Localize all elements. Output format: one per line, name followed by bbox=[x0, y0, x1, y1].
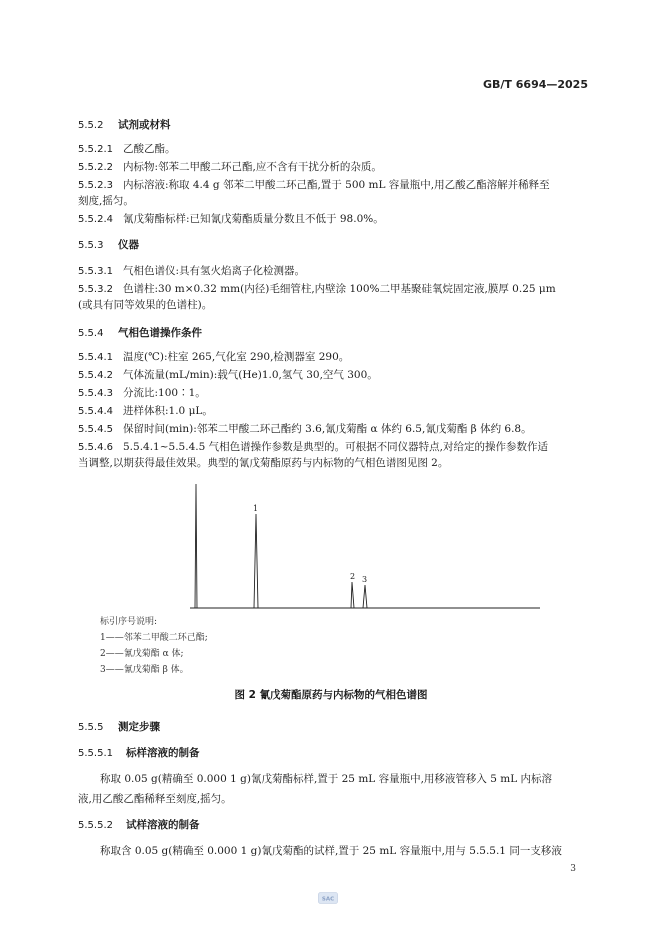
section-number: 5.5.5 bbox=[78, 722, 104, 733]
legend-item-1: 1——邻苯二甲酸二环己酯; bbox=[100, 633, 208, 643]
paragraph-5-5-5-2-line-1: 称取含 0.05 g(精确至 0.000 1 g)氰戊菊酯的试样,置于 25 mL 容量瓶中,用与 5.5.5.1 同一支移液 bbox=[100, 845, 562, 857]
legend-item-3: 3——氰戊菊酯 β 体。 bbox=[100, 665, 189, 675]
standard-code: GB/T 6694—2025 bbox=[483, 78, 588, 91]
clause-text: 氰戊菊酯标样:已知氰戊菊酯质量分数且不低于 98.0%。 bbox=[123, 213, 384, 225]
paragraph-5-5-5-1-line-1: 称取 0.05 g(精确至 0.000 1 g)氰戊菊酯标样,置于 25 mL 容量瓶中,用移液管移入 5 mL 内标溶 bbox=[100, 773, 553, 785]
solvent-peak bbox=[190, 484, 202, 608]
clause-text: 温度(℃):柱室 265,气化室 290,检测器室 290。 bbox=[123, 351, 350, 363]
clause-number: 5.5.4.5 bbox=[78, 424, 113, 435]
clause-5-5-4-3 bbox=[78, 386, 206, 401]
peak-3 bbox=[359, 585, 371, 608]
clause-5-5-2-1 bbox=[78, 142, 176, 157]
heading-5-5-3 bbox=[78, 238, 139, 253]
clause-text: 内标物:邻苯二甲酸二环己酯,应不含有干扰分析的杂质。 bbox=[123, 161, 382, 173]
heading-5-5-2 bbox=[78, 118, 171, 133]
paragraph-5-5-5-1-line-2: 液,用乙酸乙酯稀释至刻度,摇匀。 bbox=[78, 793, 232, 805]
legend-item-2: 2——氰戊菊酯 α 体; bbox=[100, 649, 184, 659]
clause-text: 保留时间(min):邻苯二甲酸二环己酯约 3.6,氰戊菊酯 α 体约 6.5,氰戊菊酯 β 体约 6.8。 bbox=[123, 423, 532, 435]
clause-text: 内标溶液:称取 4.4 g 邻苯二甲酸二环己酯,置于 500 mL 容量瓶中,用乙酸乙酯溶解并稀释至 bbox=[123, 179, 550, 191]
section-number: 5.5.5.2 bbox=[78, 820, 113, 831]
peak-label-1: 1 bbox=[253, 504, 259, 513]
section-title: 试剂或材料 bbox=[118, 119, 171, 131]
figure-caption: 图 2 氰戊菊酯原药与内标物的气相色谱图 bbox=[234, 689, 428, 701]
clause-number: 5.5.4.1 bbox=[78, 352, 113, 363]
clause-text: 气相色谱仪:具有氢火焰离子化检测器。 bbox=[123, 265, 306, 277]
clause-number: 5.5.4.4 bbox=[78, 406, 113, 417]
clause-text: 分流比:100∶1。 bbox=[123, 387, 206, 399]
logo-text: SAC bbox=[321, 896, 335, 903]
clause-number: 5.5.2.4 bbox=[78, 214, 113, 225]
section-title: 标样溶液的制备 bbox=[126, 747, 200, 759]
clause-number: 5.5.4.6 bbox=[78, 442, 113, 453]
clause-text: 气体流量(mL/min):载气(He)1.0,氢气 30,空气 300。 bbox=[123, 369, 378, 381]
clause-5-5-4-4 bbox=[78, 404, 213, 419]
clause-5-5-2-2 bbox=[78, 160, 382, 175]
clause-number: 5.5.2.1 bbox=[78, 144, 113, 155]
clause-text: 色谱柱:30 m×0.32 mm(内径)毛细管柱,内壁涂 100%二甲基聚硅氧烷固定液,膜厚 0.25 μm bbox=[123, 283, 556, 295]
clause-5-5-2-3 bbox=[78, 178, 550, 193]
section-title: 试样溶液的制备 bbox=[126, 819, 200, 831]
heading-5-5-5-2 bbox=[78, 818, 200, 833]
section-number: 5.5.5.1 bbox=[78, 748, 113, 759]
clause-text: 5.5.4.1~5.5.4.5 气相色谱操作参数是典型的。可根据不同仪器特点,对给定的操作参数作适 bbox=[123, 441, 548, 453]
clause-5-5-3-2 bbox=[78, 282, 556, 297]
clause-number: 5.5.3.2 bbox=[78, 284, 113, 295]
clause-number: 5.5.4.3 bbox=[78, 388, 113, 399]
clause-5-5-3-1 bbox=[78, 264, 305, 279]
heading-5-5-4 bbox=[78, 326, 202, 341]
clause-5-5-2-3-continued: 刻度,摇匀。 bbox=[78, 195, 134, 207]
clause-text: 乙酸乙酯。 bbox=[123, 143, 176, 155]
section-title: 仪器 bbox=[118, 239, 139, 251]
peak-1 bbox=[250, 514, 262, 608]
clause-5-5-4-1 bbox=[78, 350, 349, 365]
clause-text: 进样体积:1.0 μL。 bbox=[123, 405, 213, 417]
heading-5-5-5 bbox=[78, 720, 160, 735]
clause-number: 5.5.2.2 bbox=[78, 162, 113, 173]
peak-label-2: 2 bbox=[350, 572, 356, 581]
section-number: 5.5.2 bbox=[78, 120, 104, 131]
clause-5-5-4-5 bbox=[78, 422, 532, 437]
legend-title: 标引序号说明: bbox=[100, 617, 158, 627]
heading-5-5-5-1 bbox=[78, 746, 200, 761]
chromatogram bbox=[190, 484, 560, 612]
page-number: 3 bbox=[570, 864, 576, 874]
peak-2 bbox=[348, 582, 359, 608]
peak-label-3: 3 bbox=[362, 575, 368, 584]
clause-5-5-3-2-continued: (或具有同等效果的色谱柱)。 bbox=[78, 299, 213, 311]
clause-5-5-4-6-continued: 当调整,以期获得最佳效果。典型的氰戊菊酯原药与内标物的气相色谱图见图 2。 bbox=[78, 457, 449, 469]
sac-logo-icon bbox=[318, 892, 338, 904]
clause-number: 5.5.2.3 bbox=[78, 180, 113, 191]
section-title: 气相色谱操作条件 bbox=[118, 327, 202, 339]
clause-5-5-4-2 bbox=[78, 368, 378, 383]
clause-5-5-4-6 bbox=[78, 440, 548, 455]
section-title: 测定步骤 bbox=[118, 721, 160, 733]
section-number: 5.5.3 bbox=[78, 240, 104, 251]
clause-number: 5.5.3.1 bbox=[78, 266, 113, 277]
section-number: 5.5.4 bbox=[78, 328, 104, 339]
clause-number: 5.5.4.2 bbox=[78, 370, 113, 381]
clause-5-5-2-4 bbox=[78, 212, 384, 227]
